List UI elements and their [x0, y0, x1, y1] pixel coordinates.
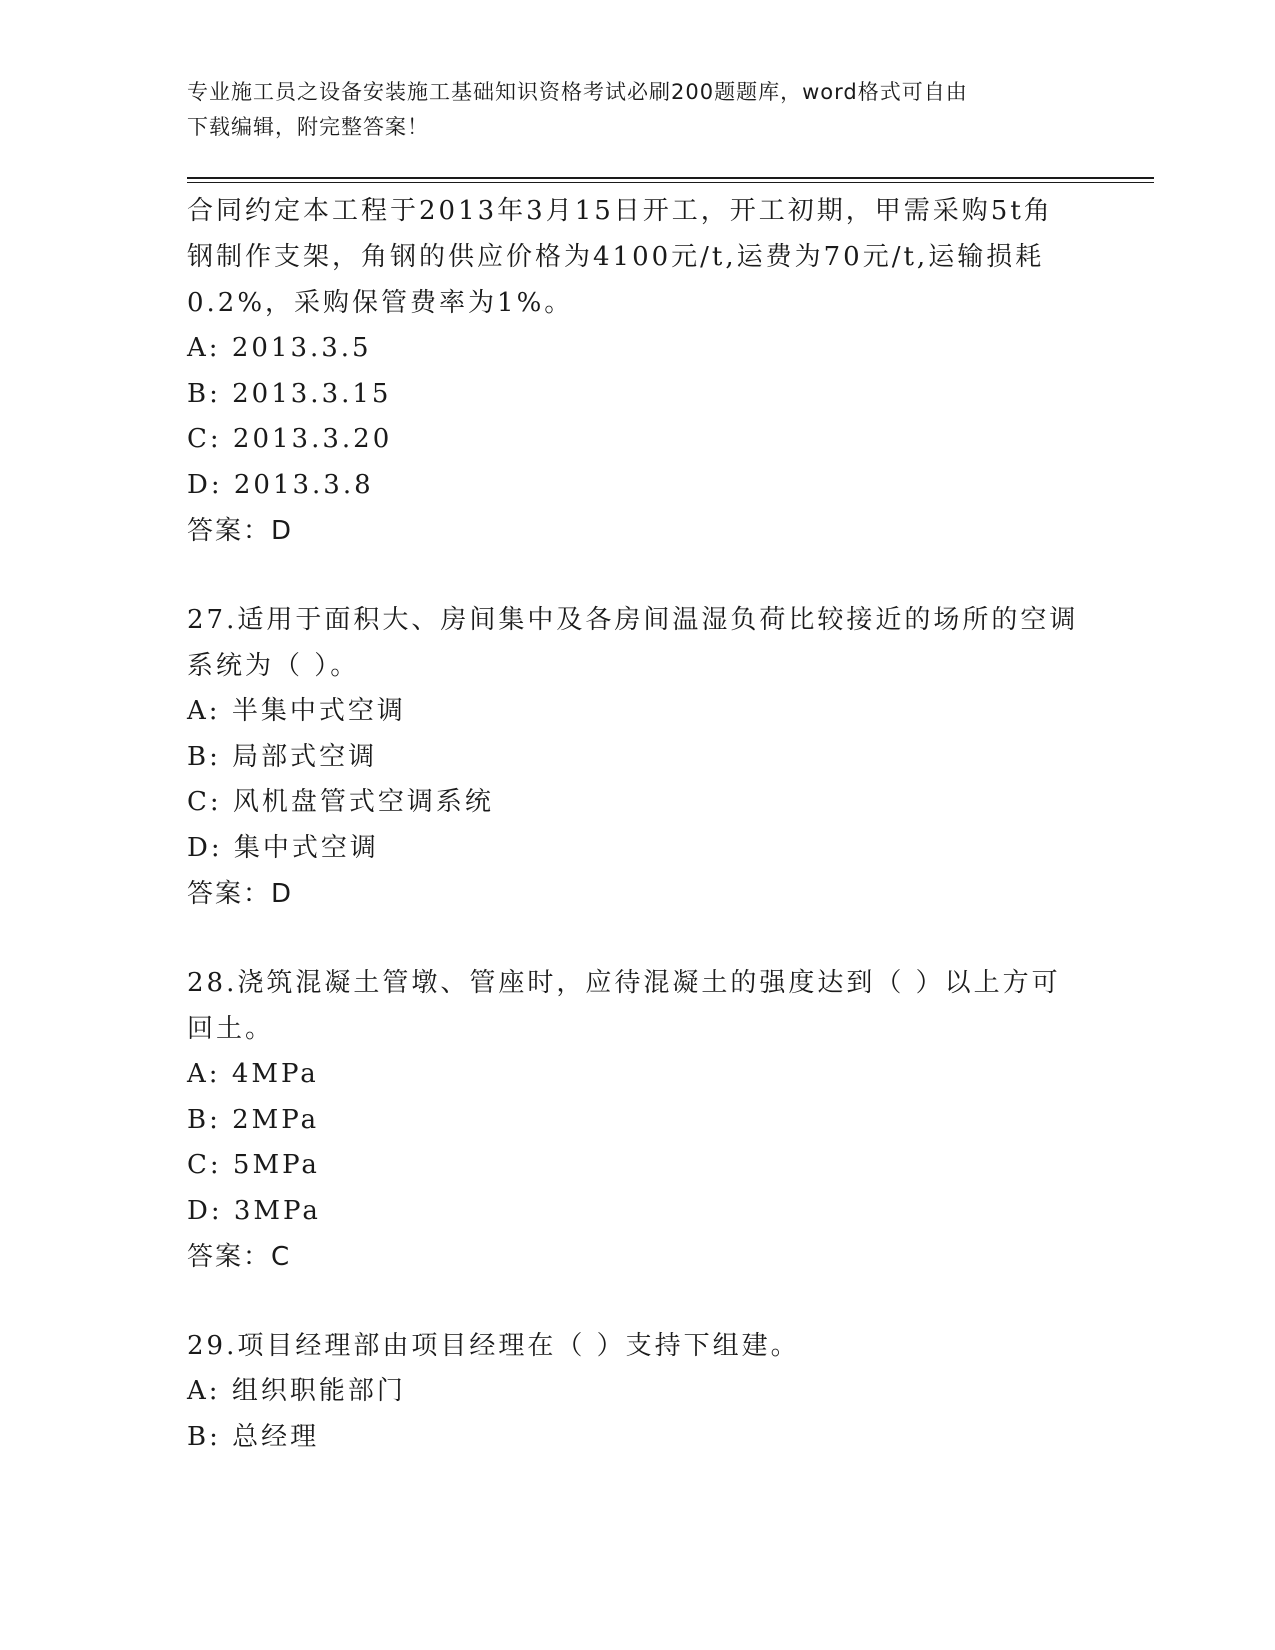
- option-b: [187, 1415, 1087, 1461]
- option-b: [187, 372, 1087, 418]
- option-label: C:: [187, 787, 222, 817]
- option-text: 2013.3.5: [231, 333, 372, 363]
- question-text-line: 回土。: [187, 1014, 275, 1044]
- option-d: [187, 463, 1087, 509]
- question-spacer: [187, 554, 1087, 597]
- option-text: 2013.3.8: [233, 469, 374, 500]
- option-text: 集中式空调: [233, 832, 379, 863]
- answer-line: 答案：D: [187, 879, 294, 909]
- question-block: [187, 188, 1087, 554]
- option-label: A:: [187, 1376, 221, 1406]
- option-text: 风机盘管式空调系统: [232, 787, 494, 817]
- header-divider-thick: [187, 177, 1154, 179]
- question-text-line: 28.浇筑混凝土管墩、管座时，应待混凝土的强度达到（ ）以上方可: [187, 968, 1061, 998]
- option-label: A:: [187, 696, 221, 726]
- question-spacer: [187, 917, 1087, 960]
- header-line-1: 专业施工员之设备安装施工基础知识资格考试必刷200题题库，word格式可自由: [187, 80, 968, 104]
- question-text-line: 0.2%，采购保管费率为1%。: [187, 288, 574, 318]
- option-b: [187, 1098, 1087, 1144]
- option-label: C:: [187, 424, 222, 454]
- option-a: [187, 1369, 1087, 1415]
- option-text: 4MPa: [231, 1059, 319, 1089]
- option-label: B:: [187, 741, 221, 772]
- option-c: [187, 417, 1087, 463]
- option-label: A:: [187, 1059, 221, 1089]
- option-label: B:: [187, 378, 221, 409]
- option-label: C:: [187, 1150, 222, 1180]
- option-a: [187, 1052, 1087, 1098]
- option-a: [187, 689, 1087, 735]
- question-spacer: [187, 1280, 1087, 1323]
- option-b: [187, 735, 1087, 781]
- question-text-line: 27.适用于面积大、房间集中及各房间温湿负荷比较接近的场所的空调: [187, 605, 1079, 635]
- answer-line: 答案：D: [187, 516, 294, 546]
- option-text: 半集中式空调: [231, 696, 406, 726]
- option-text: 5MPa: [232, 1150, 320, 1180]
- option-label: D:: [187, 832, 223, 863]
- option-d: [187, 1189, 1087, 1235]
- option-text: 2013.3.15: [232, 378, 392, 409]
- header-divider-thin: [187, 182, 1154, 183]
- option-d: [187, 826, 1087, 872]
- question-list: [187, 188, 1087, 1460]
- option-c: [187, 780, 1087, 826]
- question-block: [187, 960, 1087, 1280]
- option-text: 总经理: [232, 1421, 320, 1452]
- question-text-line: 29.项目经理部由项目经理在（ ）支持下组建。: [187, 1331, 800, 1361]
- option-label: B:: [187, 1104, 221, 1135]
- question-block: [187, 1323, 1087, 1460]
- question-text-line: 钢制作支架，角钢的供应价格为4100元/t,运费为70元/t,运输损耗: [187, 242, 1045, 272]
- header-line-2: 下载编辑，附完整答案！: [187, 115, 429, 139]
- question-text-line: 系统为（ ）。: [187, 651, 360, 681]
- question-text-line: 合同约定本工程于2013年3月15日开工，开工初期，甲需采购5t角: [187, 196, 1053, 226]
- option-text: 组织职能部门: [231, 1376, 406, 1406]
- question-block: [187, 597, 1087, 917]
- option-label: D:: [187, 1195, 223, 1226]
- option-label: B:: [187, 1421, 221, 1452]
- option-text: 3MPa: [233, 1195, 321, 1226]
- answer-line: 答案：C: [187, 1242, 292, 1272]
- option-a: [187, 326, 1087, 372]
- document-header: [187, 75, 1067, 145]
- option-text: 局部式空调: [232, 741, 378, 772]
- option-label: A:: [187, 333, 221, 363]
- option-text: 2013.3.20: [232, 424, 393, 454]
- option-c: [187, 1143, 1087, 1189]
- option-label: D:: [187, 469, 223, 500]
- option-text: 2MPa: [232, 1104, 320, 1135]
